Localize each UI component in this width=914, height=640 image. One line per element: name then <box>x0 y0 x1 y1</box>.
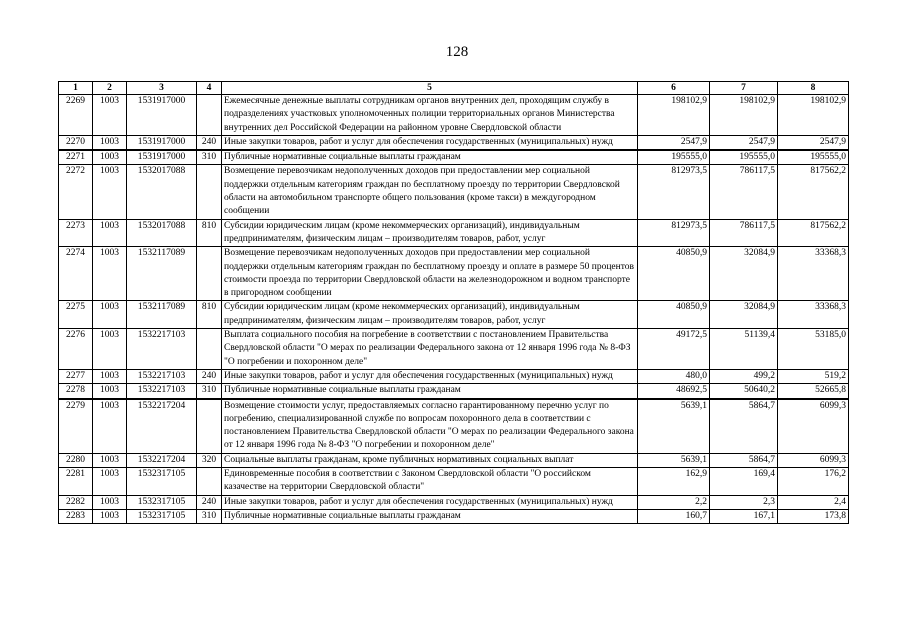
row-number-cell: 2276 <box>59 329 93 370</box>
table-row <box>59 453 849 467</box>
description-cell: Возмещение стоимости услуг, предоставляемых согласно гарантированному перечню услуг по погребению, специализированной службе по вопросам похоронного дела в соответствии с постановлением Правительства Свердловской области "О мерах по реализации Федерального закона от 12 января 1996 года № 8-ФЗ "О погребении и похоронном деле" <box>222 399 638 454</box>
amount-year1-cell: 5639,1 <box>638 399 710 454</box>
table-row <box>59 247 849 301</box>
amount-year3-cell: 176,2 <box>778 468 849 496</box>
table-row <box>59 301 849 329</box>
column-header: 1 <box>59 82 93 95</box>
expense-type-code-cell: 810 <box>197 219 222 247</box>
amount-year1-cell: 160,7 <box>638 509 710 523</box>
amount-year3-cell: 2547,9 <box>778 135 849 150</box>
amount-year1-cell: 195555,0 <box>638 150 710 165</box>
amount-year1-cell: 2547,9 <box>638 135 710 150</box>
section-code-cell: 1003 <box>93 301 127 329</box>
amount-year2-cell: 5864,7 <box>710 399 778 454</box>
column-header: 3 <box>127 82 197 95</box>
amount-year1-cell: 5639,1 <box>638 453 710 467</box>
amount-year3-cell: 195555,0 <box>778 150 849 165</box>
amount-year3-cell: 33368,3 <box>778 301 849 329</box>
amount-year2-cell: 5864,7 <box>710 453 778 467</box>
description-cell: Публичные нормативные социальные выплаты гражданам <box>222 384 638 399</box>
section-code-cell: 1003 <box>93 399 127 454</box>
amount-year2-cell: 50640,2 <box>710 384 778 399</box>
amount-year2-cell: 195555,0 <box>710 150 778 165</box>
description-cell: Иные закупки товаров, работ и услуг для обеспечения государственных (муниципальных) нужд <box>222 495 638 509</box>
row-number-cell: 2269 <box>59 95 93 136</box>
target-article-code-cell: 1532317105 <box>127 468 197 496</box>
table-row <box>59 135 849 150</box>
target-article-code-cell: 1532317105 <box>127 509 197 523</box>
section-code-cell: 1003 <box>93 329 127 370</box>
table-row <box>59 165 849 219</box>
section-code-cell: 1003 <box>93 468 127 496</box>
amount-year1-cell: 812973,5 <box>638 165 710 219</box>
target-article-code-cell: 1531917000 <box>127 135 197 150</box>
table-row <box>59 509 849 523</box>
description-cell: Публичные нормативные социальные выплаты гражданам <box>222 150 638 165</box>
table-row <box>59 384 849 399</box>
column-header: 2 <box>93 82 127 95</box>
section-code-cell: 1003 <box>93 453 127 467</box>
target-article-code-cell: 1532017088 <box>127 219 197 247</box>
amount-year1-cell: 198102,9 <box>638 95 710 136</box>
target-article-code-cell: 1532317105 <box>127 495 197 509</box>
amount-year2-cell: 198102,9 <box>710 95 778 136</box>
row-number-cell: 2279 <box>59 399 93 454</box>
amount-year1-cell: 48692,5 <box>638 384 710 399</box>
row-number-cell: 2271 <box>59 150 93 165</box>
amount-year3-cell: 173,8 <box>778 509 849 523</box>
target-article-code-cell: 1532117089 <box>127 247 197 301</box>
expense-type-code-cell <box>197 399 222 454</box>
description-cell: Социальные выплаты гражданам, кроме публичных нормативных социальных выплат <box>222 453 638 467</box>
column-header: 4 <box>197 82 222 95</box>
description-cell: Возмещение перевозчикам недополученных доходов при предоставлении мер социальной поддержки отдельным категориям граждан по бесплатному проезду и оплате в размере 50 процентов стоимости проезда по территории Свердловской области на железнодорожном и водном транспорте в пригородном сообщении <box>222 247 638 301</box>
amount-year3-cell: 33368,3 <box>778 247 849 301</box>
amount-year1-cell: 480,0 <box>638 369 710 383</box>
amount-year1-cell: 40850,9 <box>638 247 710 301</box>
row-number-cell: 2273 <box>59 219 93 247</box>
table-row <box>59 399 849 454</box>
amount-year2-cell: 32084,9 <box>710 247 778 301</box>
amount-year1-cell: 812973,5 <box>638 219 710 247</box>
row-number-cell: 2281 <box>59 468 93 496</box>
expense-type-code-cell: 310 <box>197 150 222 165</box>
amount-year2-cell: 169,4 <box>710 468 778 496</box>
expense-type-code-cell: 240 <box>197 369 222 383</box>
amount-year2-cell: 167,1 <box>710 509 778 523</box>
expense-type-code-cell: 310 <box>197 384 222 399</box>
section-code-cell: 1003 <box>93 495 127 509</box>
row-number-cell: 2272 <box>59 165 93 219</box>
column-header: 5 <box>222 82 638 95</box>
column-header: 7 <box>710 82 778 95</box>
target-article-code-cell: 1532217204 <box>127 399 197 454</box>
amount-year3-cell: 6099,3 <box>778 399 849 454</box>
section-code-cell: 1003 <box>93 150 127 165</box>
column-header: 8 <box>778 82 849 95</box>
amount-year3-cell: 817562,2 <box>778 219 849 247</box>
target-article-code-cell: 1531917000 <box>127 150 197 165</box>
target-article-code-cell: 1532217204 <box>127 453 197 467</box>
amount-year3-cell: 52665,8 <box>778 384 849 399</box>
section-code-cell: 1003 <box>93 165 127 219</box>
table-row <box>59 329 849 370</box>
amount-year3-cell: 2,4 <box>778 495 849 509</box>
amount-year1-cell: 162,9 <box>638 468 710 496</box>
row-number-cell: 2270 <box>59 135 93 150</box>
section-code-cell: 1003 <box>93 247 127 301</box>
table-row <box>59 369 849 383</box>
description-cell: Единовременные пособия в соответствии с Законом Свердловской области "О российском казачестве на территории Свердловской области" <box>222 468 638 496</box>
amount-year3-cell: 198102,9 <box>778 95 849 136</box>
description-cell: Иные закупки товаров, работ и услуг для обеспечения государственных (муниципальных) нужд <box>222 135 638 150</box>
amount-year3-cell: 519,2 <box>778 369 849 383</box>
description-cell: Ежемесячные денежные выплаты сотрудникам органов внутренних дел, проходящим службу в подразделениях участковых уполномоченных полиции территориальных органов Министерства внутренних дел Российской Федерации на районном уровне Свердловской области <box>222 95 638 136</box>
target-article-code-cell: 1532017088 <box>127 165 197 219</box>
row-number-cell: 2280 <box>59 453 93 467</box>
section-code-cell: 1003 <box>93 135 127 150</box>
description-cell: Возмещение перевозчикам недополученных доходов при предоставлении мер социальной поддержки отдельным категориям граждан по бесплатному проезду по территории Свердловской области на автомобильном транспорте общего пользования (кроме такси) в междугородном сообщении <box>222 165 638 219</box>
row-number-cell: 2282 <box>59 495 93 509</box>
amount-year1-cell: 49172,5 <box>638 329 710 370</box>
row-number-cell: 2275 <box>59 301 93 329</box>
section-code-cell: 1003 <box>93 509 127 523</box>
amount-year1-cell: 2,2 <box>638 495 710 509</box>
table-row <box>59 495 849 509</box>
column-header: 6 <box>638 82 710 95</box>
expense-type-code-cell: 310 <box>197 509 222 523</box>
table-row <box>59 219 849 247</box>
target-article-code-cell: 1532117089 <box>127 301 197 329</box>
amount-year2-cell: 2,3 <box>710 495 778 509</box>
table-row <box>59 150 849 165</box>
description-cell: Субсидии юридическим лицам (кроме некоммерческих организаций), индивидуальным предпринимателям, физическим лицам – производителям товаров, работ, услуг <box>222 219 638 247</box>
description-cell: Иные закупки товаров, работ и услуг для обеспечения государственных (муниципальных) нужд <box>222 369 638 383</box>
expense-type-code-cell: 240 <box>197 135 222 150</box>
expense-type-code-cell <box>197 247 222 301</box>
table-row <box>59 468 849 496</box>
section-code-cell: 1003 <box>93 95 127 136</box>
row-number-cell: 2283 <box>59 509 93 523</box>
row-number-cell: 2278 <box>59 384 93 399</box>
amount-year2-cell: 786117,5 <box>710 165 778 219</box>
expense-type-code-cell: 320 <box>197 453 222 467</box>
amount-year1-cell: 40850,9 <box>638 301 710 329</box>
expense-type-code-cell <box>197 329 222 370</box>
header-row <box>59 82 849 95</box>
page-number: 128 <box>445 44 469 60</box>
target-article-code-cell: 1532217103 <box>127 384 197 399</box>
row-number-cell: 2277 <box>59 369 93 383</box>
target-article-code-cell: 1532217103 <box>127 329 197 370</box>
description-cell: Субсидии юридическим лицам (кроме некоммерческих организаций), индивидуальным предпринимателям, физическим лицам – производителям товаров, работ, услуг <box>222 301 638 329</box>
amount-year2-cell: 51139,4 <box>710 329 778 370</box>
amount-year3-cell: 817562,2 <box>778 165 849 219</box>
amount-year3-cell: 53185,0 <box>778 329 849 370</box>
expense-type-code-cell <box>197 468 222 496</box>
row-number-cell: 2274 <box>59 247 93 301</box>
section-code-cell: 1003 <box>93 369 127 383</box>
section-code-cell: 1003 <box>93 219 127 247</box>
expense-type-code-cell <box>197 95 222 136</box>
budget-table <box>58 81 849 524</box>
amount-year2-cell: 499,2 <box>710 369 778 383</box>
expense-type-code-cell <box>197 165 222 219</box>
description-cell: Публичные нормативные социальные выплаты гражданам <box>222 509 638 523</box>
expense-type-code-cell: 240 <box>197 495 222 509</box>
table-row <box>59 95 849 136</box>
amount-year2-cell: 32084,9 <box>710 301 778 329</box>
expense-type-code-cell: 810 <box>197 301 222 329</box>
target-article-code-cell: 1531917000 <box>127 95 197 136</box>
target-article-code-cell: 1532217103 <box>127 369 197 383</box>
section-code-cell: 1003 <box>93 384 127 399</box>
description-cell: Выплата социального пособия на погребение в соответствии с постановлением Правительства Свердловской области "О мерах по реализации Федерального закона от 12 января 1996 года № 8-ФЗ "О погребении и похоронном деле" <box>222 329 638 370</box>
amount-year2-cell: 786117,5 <box>710 219 778 247</box>
amount-year3-cell: 6099,3 <box>778 453 849 467</box>
amount-year2-cell: 2547,9 <box>710 135 778 150</box>
